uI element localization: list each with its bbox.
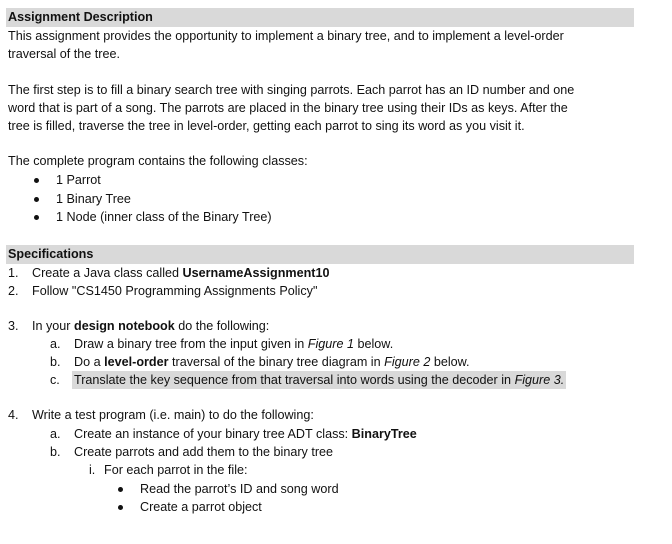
paragraph-line: This assignment provides the opportunity to implement a binary tree, and to implement a level-order xyxy=(8,29,564,43)
bullet-icon xyxy=(34,178,39,183)
list-letter: b. xyxy=(50,355,61,369)
bullet-icon xyxy=(34,215,39,220)
spec-item-3b: Do a level-order traversal of the binary tree diagram in Figure 2 below. xyxy=(74,355,470,369)
classes-intro: The complete program contains the following classes: xyxy=(8,154,308,168)
bullet-icon xyxy=(118,487,123,492)
class-list-item: 1 Parrot xyxy=(56,173,101,187)
section-heading-assignment: Assignment Description xyxy=(6,8,634,27)
spec-item-3a: Draw a binary tree from the input given in Figure 1 below. xyxy=(74,337,394,351)
list-letter: b. xyxy=(50,445,61,459)
spec-item-3: In your design notebook do the following: xyxy=(32,319,270,333)
list-number: 2. xyxy=(8,284,19,298)
list-letter: c. xyxy=(50,373,60,387)
spec-bullet-item: Read the parrot’s ID and song word xyxy=(140,482,339,496)
spec-item-4: Write a test program (i.e. main) to do the following: xyxy=(32,408,314,422)
spec-item-1: Create a Java class called UsernameAssignment10 xyxy=(32,266,330,280)
spec-item-4b: Create parrots and add them to the binary tree xyxy=(74,445,334,459)
class-list-item: 1 Node (inner class of the Binary Tree) xyxy=(56,210,272,224)
spec-item-4bi: For each parrot in the file: xyxy=(104,463,248,477)
spec-item-2: Follow "CS1450 Programming Assignments Policy" xyxy=(32,284,318,298)
section-heading-specifications: Specifications xyxy=(6,245,634,264)
spec-item-4a: Create an instance of your binary tree ADT class: BinaryTree xyxy=(74,427,417,441)
spec-item-3c-highlighted: Translate the key sequence from that traversal into words using the decoder in Figure 3. xyxy=(74,373,565,387)
list-number: 1. xyxy=(8,266,19,280)
list-letter: a. xyxy=(50,427,61,441)
list-number: 3. xyxy=(8,319,19,333)
list-number: 4. xyxy=(8,408,19,422)
bullet-icon xyxy=(34,197,39,202)
list-roman: i. xyxy=(89,463,96,477)
paragraph-line: word that is part of a song. The parrots are placed in the binary tree using their IDs as keys. After the xyxy=(8,101,568,115)
paragraph-line: tree is filled, traverse the tree in level-order, getting each parrot to sing its word as you visit it. xyxy=(8,119,525,133)
bullet-icon xyxy=(118,505,123,510)
spec-bullet-item: Create a parrot object xyxy=(140,500,262,514)
list-letter: a. xyxy=(50,337,61,351)
paragraph-line: traversal of the tree. xyxy=(8,47,120,61)
class-list-item: 1 Binary Tree xyxy=(56,192,131,206)
paragraph-line: The first step is to fill a binary search tree with singing parrots. Each parrot has an ID number and one xyxy=(8,83,575,97)
